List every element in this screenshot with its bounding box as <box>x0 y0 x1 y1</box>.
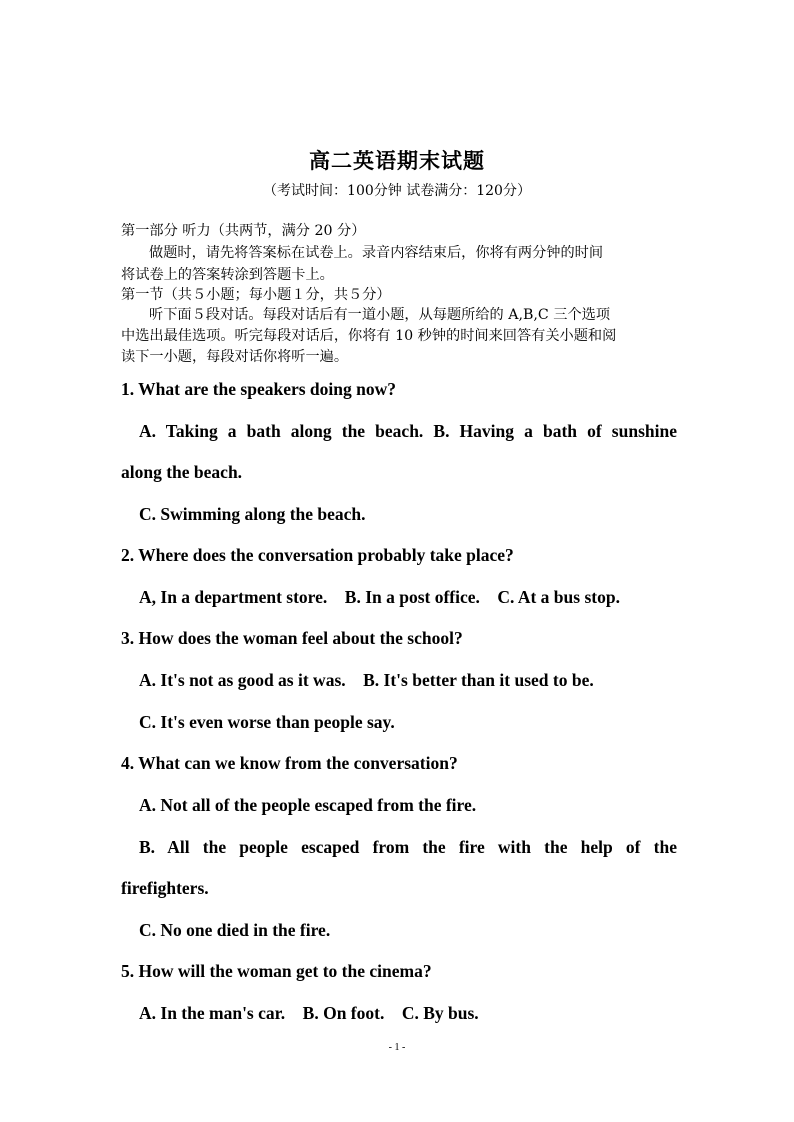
part1-heading: 第一部分 听力（共两节，满分 20 分） <box>121 223 366 239</box>
section1-instr-line1: 听下面５段对话。每段对话后有一道小题，从每题所给的 A,B,C 三个选项 <box>149 307 611 323</box>
question-3-options-line1: A. It's not as good as it was. B. It's better than it used to be. <box>139 670 594 690</box>
question-2-options: A, In a department store. B. In a post office. C. At a bus stop. <box>139 587 620 607</box>
exam-title: 高二英语期末试题 <box>309 148 485 173</box>
question-5-options: A. In the man's car. B. On foot. C. By bus. <box>139 1003 479 1023</box>
question-3-option-c: C. It's even worse than people say. <box>139 712 395 732</box>
exam-subtitle: （考试时间：100分钟 试卷满分：120分） <box>263 183 531 199</box>
page-number: - 1 - <box>388 1042 406 1053</box>
section1-heading: 第一节（共５小题；每小题１分，共５分） <box>121 287 391 303</box>
question-4-option-a: A. Not all of the people escaped from the fire. <box>139 795 477 815</box>
part1-intro-line1: 做题时，请先将答案标在试卷上。录音内容结束后，你将有两分钟的时间 <box>149 245 604 261</box>
question-1: 1. What are the speakers doing now? <box>121 379 397 399</box>
question-2: 2. Where does the conversation probably take place? <box>121 545 514 565</box>
section1-instr-line3: 读下一小题，每段对话你将听一遍。 <box>121 349 349 365</box>
section1-instr-line2: 中选出最佳选项。听完每段对话后，你将有 10 秒钟的时间来回答有关小题和阅 <box>121 328 617 344</box>
question-3: 3. How does the woman feel about the school? <box>121 628 463 648</box>
question-4: 4. What can we know from the conversation? <box>121 753 458 773</box>
question-5: 5. How will the woman get to the cinema? <box>121 961 432 981</box>
question-4-option-b-line2: firefighters. <box>121 878 209 898</box>
question-4-option-b-line1: B. All the people escaped from the fire with the help of the <box>139 837 677 857</box>
question-1-options-line1: A. Taking a bath along the beach. B. Having a bath of sunshine <box>139 421 677 441</box>
question-1-option-c: C. Swimming along the beach. <box>139 504 366 524</box>
part1-intro-line2: 将试卷上的答案转涂到答题卡上。 <box>121 267 334 283</box>
question-4-option-c: C. No one died in the fire. <box>139 920 331 940</box>
question-1-options-line2: along the beach. <box>121 462 243 482</box>
